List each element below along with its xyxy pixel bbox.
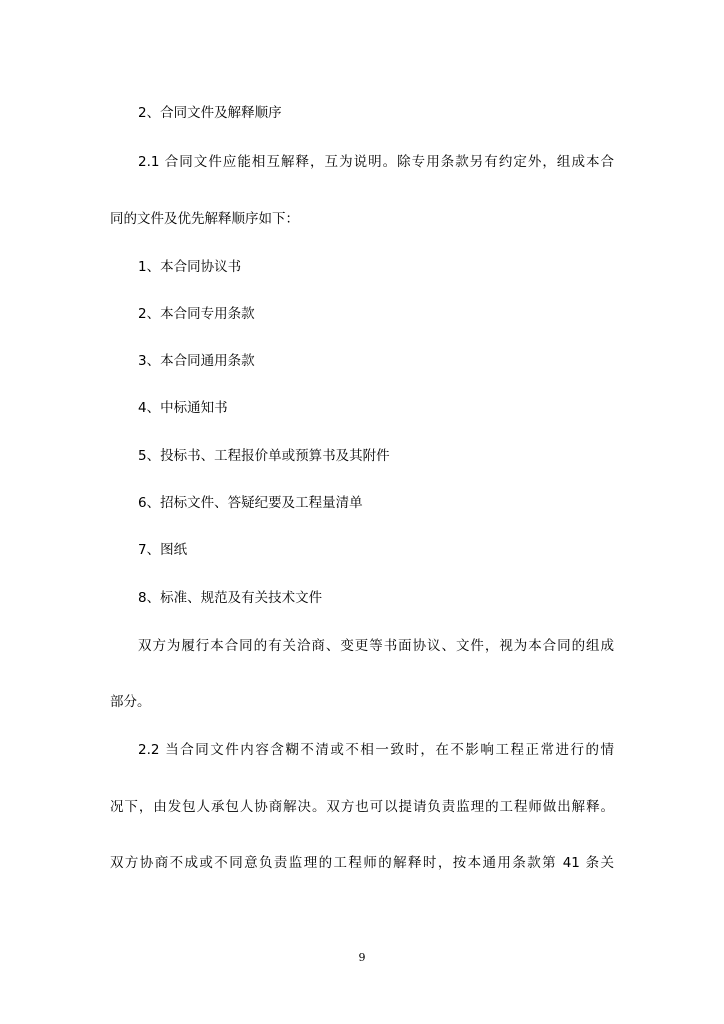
paragraph-line: 2.1 合同文件应能相互解释，互为说明。除专用条款另有约定外，组成本合 <box>138 154 614 170</box>
paragraph-line: 双方协商不成或不同意负责监理的工程师的解释时，按本通用条款第 41 条关 <box>110 855 614 871</box>
paragraph-line: 况下，由发包人承包人协商解决。双方也可以提请负责监理的工程师做出解释。 <box>110 799 614 815</box>
paragraph-line: 部分。 <box>110 694 151 710</box>
list-item: 3、本合同通用条款 <box>138 353 255 369</box>
section-heading: 2、合同文件及解释顺序 <box>138 105 282 121</box>
list-item: 6、招标文件、答疑纪要及工程量清单 <box>138 495 363 511</box>
list-item: 7、图纸 <box>138 542 188 558</box>
list-item: 8、标准、规范及有关技术文件 <box>138 590 323 606</box>
list-item: 2、本合同专用条款 <box>138 306 255 322</box>
list-item: 1、本合同协议书 <box>138 259 242 275</box>
paragraph-line: 同的文件及优先解释顺序如下： <box>110 211 299 227</box>
list-item: 4、中标通知书 <box>138 400 228 416</box>
paragraph-line: 2.2 当合同文件内容含糊不清或不相一致时，在不影响工程正常进行的情 <box>138 742 614 758</box>
list-item: 5、投标书、工程报价单或预算书及其附件 <box>138 448 390 464</box>
paragraph-line: 双方为履行本合同的有关洽商、变更等书面协议、文件，视为本合同的组成 <box>138 638 614 654</box>
page-number: 9 <box>358 951 366 964</box>
